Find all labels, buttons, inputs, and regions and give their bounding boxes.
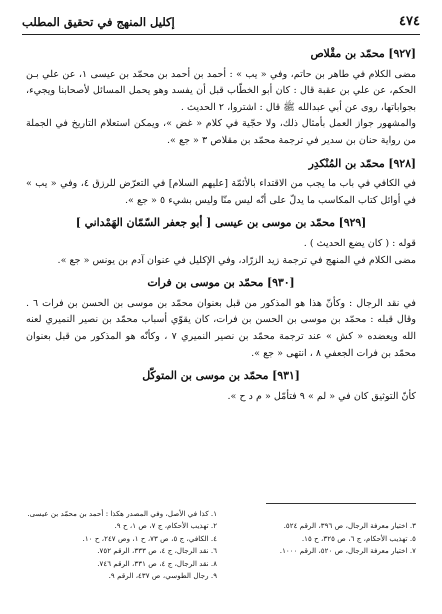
footnote-separator (266, 503, 416, 504)
entry-heading: [٩٢٧] محمّد بن مقْلاص (310, 47, 416, 60)
footnote (225, 508, 416, 520)
footnote-column-right (26, 508, 217, 582)
entry-paragraph: مضى الكلام في طاهر بن حاتم، وفي « يب » : أحمد بن أحمد بن محمّد بن عيسى ١، عن علي بـن الحكم، عن علي بن عقبة قال : كان أبو الخطّاب قبل أن يفسد وهو يحمل المسائل لأصحابنا ويجيء، بجواباتها، روى عن أبي عبدالله ﷺ قال : اشتروا، ٢ الحديث . (26, 68, 416, 113)
page-number: ٤٧٤ (399, 14, 420, 29)
footnote-column-left (225, 508, 416, 582)
footnote: ٧. اختيار معرفة الرجال، ص ٥٢٠، الرقم ١٠٠٠. (279, 546, 416, 556)
entry-paragraph: في نقد الرجال : وكأنّ هذا هو المذكور من قبل بعنوان محمّد بن موسى بن الحسن بن فرات ٦ . وقال قبله : محمّد بن موسى بن الحسن بن فرات، كان يقوّي أسباب محمّد بن نصير النميري لعنه الله ويعضده « كش » عند ترجمة محمّد بن نصير النميري ٧ ، وكأنّه هو المذكور من قبل بعنوان محمّد بن فرات الجعفي ٨ ، انتهى « جع ». (26, 297, 416, 359)
entry-heading: [٩٣٠] محمّد بن موسى بن فرات (147, 276, 295, 290)
footnote: ٨. نقد الرجال، ج ٤، ص ٣٣١، الرقم ٧٤٦. (97, 558, 218, 568)
running-header (22, 12, 420, 35)
footnote: ١. كذا في الأصل، وفي المصدر هكذا : أحمد بن محمّد بن عيسى. (27, 509, 218, 518)
footnote: ٣. اختيار معرفة الرجال، ص ٣٩٦، الرقم ٥٢٤. (283, 521, 416, 531)
entry-paragraph: والمشهور جواز العمل بأمثال ذلك، ولا حجّية في كلام « غض »، ويمكن استعلام التاريخ في الجملة من رواية حنان بن سدير في ترجمة محمّد بن مقلاص ٣ « جع ». (26, 118, 416, 146)
entry-paragraph: مضى الكلام في المنهج في ترجمة زيد الزرّاد، وفي الإكليل في عنوان آدم بن يونس « جع ». (57, 254, 416, 266)
entry-heading: [٩٢٨] محمّد بن المُنْكدِر (308, 156, 416, 170)
entry-paragraph: قوله : ( كان يضع الحديث ) . (303, 237, 416, 249)
footnote: ٦. نقد الرجال، ج ٤، ص ٣٣٣، الرقم ٧٥٢. (97, 546, 218, 556)
entry-paragraph: كأنّ التوثيق كان في « لم » ٩ فتأمّل « م د ح ». (227, 390, 416, 402)
running-title: إكليل المنهج في تحقيق المطلب (22, 15, 175, 29)
footnote: ٤. الكافي، ج ٥، ص ٧٣، ح ١، وص ٢٤٧، ح ١٠. (82, 533, 218, 543)
footnote: ٢. تهذيب الأحكام، ج ٧، ص ١، ح ٩. (114, 521, 218, 531)
footnote: ٥. تهذيب الأحكام، ج ٦، ص ٣٢٥، ح ١٥. (301, 533, 416, 543)
entry-heading: [٩٢٩] محمّد بن موسى بن عيسى [ أبو جعفر السّمّان الهَمْداني ] (75, 216, 367, 230)
entry-paragraph: في الكافي في باب ما يجب من الاقتداء بالأئمّة [عليهم السلام] في التعرّض للرزق ٤، وفي « يب » في أوائل كتاب المكاسب ما يدلّ على أنّه ليس منّا وليس بشيء ٥ « جع ». (26, 178, 416, 206)
footnotes (26, 508, 416, 582)
entry-heading: [٩٣١] محمّد بن موسى بن المتوكّل (142, 369, 300, 383)
footnote: ٩. رجال الطوسي، ص ٤٣٧، الرقم ٩. (108, 571, 218, 581)
main-text (26, 40, 416, 405)
